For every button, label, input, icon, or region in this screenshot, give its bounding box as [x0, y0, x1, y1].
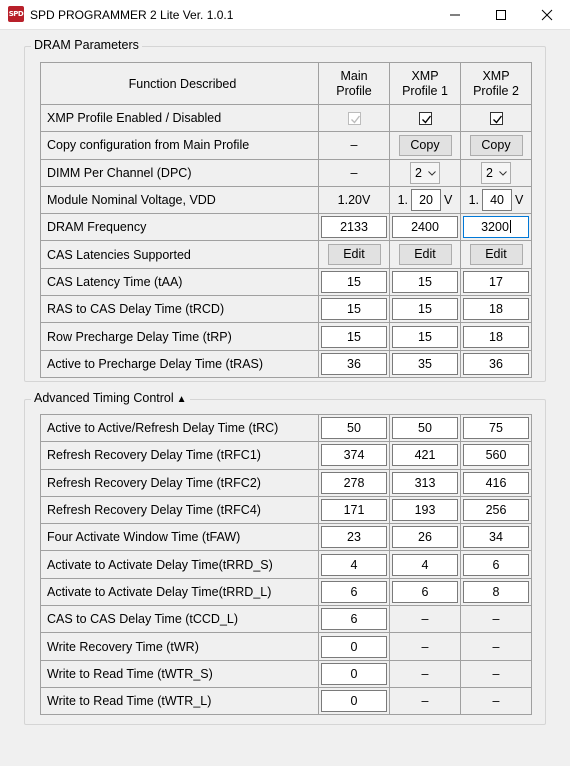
timing-label: Write to Read Time (tWTR_S): [41, 660, 319, 687]
taa-label: CAS Latency Time (tAA): [41, 268, 319, 295]
xmp1-timing-na: –: [421, 639, 429, 654]
table-row: [41, 524, 532, 551]
text-caret: [510, 220, 511, 233]
xmp1-tras-input[interactable]: 35: [392, 353, 458, 375]
trp-label: Row Precharge Delay Time (tRP): [41, 323, 319, 350]
close-button[interactable]: [524, 0, 570, 30]
timing-label: CAS to CAS Delay Time (tCCD_L): [41, 606, 319, 633]
advanced-timing-toggle[interactable]: Advanced Timing Control ▲: [31, 391, 190, 405]
xmp2-timing-na: –: [492, 666, 500, 681]
close-icon: [541, 9, 553, 21]
copy-config-label: Copy configuration from Main Profile: [41, 132, 319, 159]
xmp1-timing-input[interactable]: 6: [392, 581, 458, 603]
table-row: [41, 633, 532, 660]
table-row: [41, 469, 532, 496]
xmp2-vdd-input[interactable]: 40: [482, 189, 512, 211]
xmp1-trp-input[interactable]: 15: [392, 326, 458, 348]
table-row: [41, 496, 532, 523]
xmp1-timing-input[interactable]: 313: [392, 472, 458, 494]
main-dpc-na: –: [350, 165, 358, 180]
vdd-unit: V: [515, 193, 524, 208]
tras-label: Active to Precharge Delay Time (tRAS): [41, 350, 319, 377]
table-row: [41, 214, 532, 241]
table-row: [41, 268, 532, 295]
table-row: [41, 105, 532, 132]
main-taa-input[interactable]: 15: [321, 271, 387, 293]
xmp1-timing-na: –: [421, 612, 429, 627]
table-row: [41, 606, 532, 633]
table-row: [41, 296, 532, 323]
xmp1-dpc-select[interactable]: 2: [410, 162, 440, 184]
xmp2-trcd-input[interactable]: 18: [463, 298, 529, 320]
main-vdd-value: 1.20V: [319, 186, 390, 213]
table-row: [41, 442, 532, 469]
table-row: [41, 186, 532, 213]
header-xmp-profile-1: XMP Profile 1: [390, 63, 461, 105]
main-cas-edit-button[interactable]: Edit: [328, 244, 381, 265]
cas-supported-label: CAS Latencies Supported: [41, 241, 319, 268]
vdd-prefix: 1.: [468, 193, 480, 208]
xmp1-timing-input[interactable]: 4: [392, 554, 458, 576]
xmp1-enabled-checkbox[interactable]: [419, 112, 432, 125]
timing-label: Active to Active/Refresh Delay Time (tRC): [41, 415, 319, 442]
xmp2-dpc-select[interactable]: 2: [481, 162, 511, 184]
xmp1-timing-input[interactable]: 26: [392, 526, 458, 548]
xmp2-tras-input[interactable]: 36: [463, 353, 529, 375]
freq-label: DRAM Frequency: [41, 214, 319, 241]
xmp2-timing-input[interactable]: 560: [463, 444, 529, 466]
main-trcd-input[interactable]: 15: [321, 298, 387, 320]
vdd-prefix: 1.: [397, 193, 409, 208]
table-row: [41, 159, 532, 186]
xmp2-timing-input[interactable]: 8: [463, 581, 529, 603]
main-timing-input[interactable]: 0: [321, 690, 387, 712]
timing-label: Refresh Recovery Delay Time (tRFC2): [41, 469, 319, 496]
dram-parameters-table: [40, 62, 532, 378]
xmp2-timing-input[interactable]: 75: [463, 417, 529, 439]
xmp2-timing-input[interactable]: 256: [463, 499, 529, 521]
vdd-unit: V: [444, 193, 453, 208]
checkmark-icon: [492, 114, 503, 125]
table-row: [41, 415, 532, 442]
main-profile-checkbox: [348, 112, 361, 125]
xmp2-timing-na: –: [492, 612, 500, 627]
main-timing-input[interactable]: 50: [321, 417, 387, 439]
checkmark-icon: [350, 114, 361, 125]
timing-label: Write to Read Time (tWTR_L): [41, 687, 319, 714]
chevron-down-icon: [499, 171, 507, 176]
xmp1-cas-edit-button[interactable]: Edit: [399, 244, 452, 265]
table-header-row: [41, 63, 532, 105]
main-timing-input[interactable]: 4: [321, 554, 387, 576]
main-freq-input[interactable]: 2133: [321, 216, 387, 238]
xmp2-timing-na: –: [492, 694, 500, 709]
xmp2-trp-input[interactable]: 18: [463, 326, 529, 348]
main-timing-input[interactable]: 6: [321, 608, 387, 630]
table-row: [41, 578, 532, 605]
xmp2-enabled-checkbox[interactable]: [490, 112, 503, 125]
main-timing-input[interactable]: 0: [321, 636, 387, 658]
xmp1-timing-input[interactable]: 50: [392, 417, 458, 439]
xmp2-taa-input[interactable]: 17: [463, 271, 529, 293]
app-logo-icon: SPD: [8, 6, 24, 22]
timing-label: Four Activate Window Time (tFAW): [41, 524, 319, 551]
xmp2-timing-input[interactable]: 416: [463, 472, 529, 494]
xmp1-timing-input[interactable]: 421: [392, 444, 458, 466]
table-row: [41, 350, 532, 377]
minimize-button[interactable]: [432, 0, 478, 30]
main-timing-input[interactable]: 0: [321, 663, 387, 685]
header-xmp-profile-2: XMP Profile 2: [461, 63, 532, 105]
table-row: [41, 660, 532, 687]
xmp2-timing-input[interactable]: 34: [463, 526, 529, 548]
table-row: [41, 323, 532, 350]
advanced-timing-table: [40, 414, 532, 715]
xmp1-trcd-input[interactable]: 15: [392, 298, 458, 320]
main-timing-input[interactable]: 23: [321, 526, 387, 548]
xmp2-timing-na: –: [492, 639, 500, 654]
table-row: [41, 687, 532, 714]
main-timing-input[interactable]: 6: [321, 581, 387, 603]
timing-label: Refresh Recovery Delay Time (tRFC1): [41, 442, 319, 469]
trcd-label: RAS to CAS Delay Time (tRCD): [41, 296, 319, 323]
header-function: Function Described: [41, 63, 319, 105]
xmp1-copy-button[interactable]: Copy: [399, 135, 452, 156]
main-timing-input[interactable]: 374: [321, 444, 387, 466]
xmp2-timing-input[interactable]: 6: [463, 554, 529, 576]
table-row: [41, 551, 532, 578]
title-bar: [0, 0, 570, 30]
table-row: [41, 132, 532, 159]
main-trp-input[interactable]: 15: [321, 326, 387, 348]
xmp1-timing-na: –: [421, 694, 429, 709]
xmp-enabled-label: XMP Profile Enabled / Disabled: [41, 105, 319, 132]
maximize-icon: [495, 9, 507, 21]
main-tras-input[interactable]: 36: [321, 353, 387, 375]
dpc-label: DIMM Per Channel (DPC): [41, 159, 319, 186]
xmp1-timing-na: –: [421, 666, 429, 681]
vdd-label: Module Nominal Voltage, VDD: [41, 186, 319, 213]
xmp2-cas-edit-button[interactable]: Edit: [470, 244, 523, 265]
dram-parameters-title: DRAM Parameters: [31, 38, 142, 52]
xmp2-copy-button[interactable]: Copy: [470, 135, 523, 156]
xmp1-freq-input[interactable]: 2400: [392, 216, 458, 238]
xmp2-freq-input[interactable]: 3200: [463, 216, 529, 238]
xmp1-vdd-input[interactable]: 20: [411, 189, 441, 211]
timing-label: Write Recovery Time (tWR): [41, 633, 319, 660]
main-timing-input[interactable]: 171: [321, 499, 387, 521]
timing-label: Activate to Activate Delay Time(tRRD_L): [41, 578, 319, 605]
maximize-button[interactable]: [478, 0, 524, 30]
timing-label: Refresh Recovery Delay Time (tRFC4): [41, 496, 319, 523]
xmp1-taa-input[interactable]: 15: [392, 271, 458, 293]
timing-label: Activate to Activate Delay Time(tRRD_S): [41, 551, 319, 578]
header-main-profile: Main Profile: [319, 63, 390, 105]
minimize-icon: [449, 9, 461, 21]
main-copy-na: –: [350, 138, 358, 153]
collapse-arrow-icon: ▲: [176, 394, 187, 405]
window-title: SPD PROGRAMMER 2 Lite Ver. 1.0.1: [30, 8, 234, 22]
table-row: [41, 241, 532, 268]
checkmark-icon: [421, 114, 432, 125]
chevron-down-icon: [428, 171, 436, 176]
main-timing-input[interactable]: 278: [321, 472, 387, 494]
xmp1-timing-input[interactable]: 193: [392, 499, 458, 521]
